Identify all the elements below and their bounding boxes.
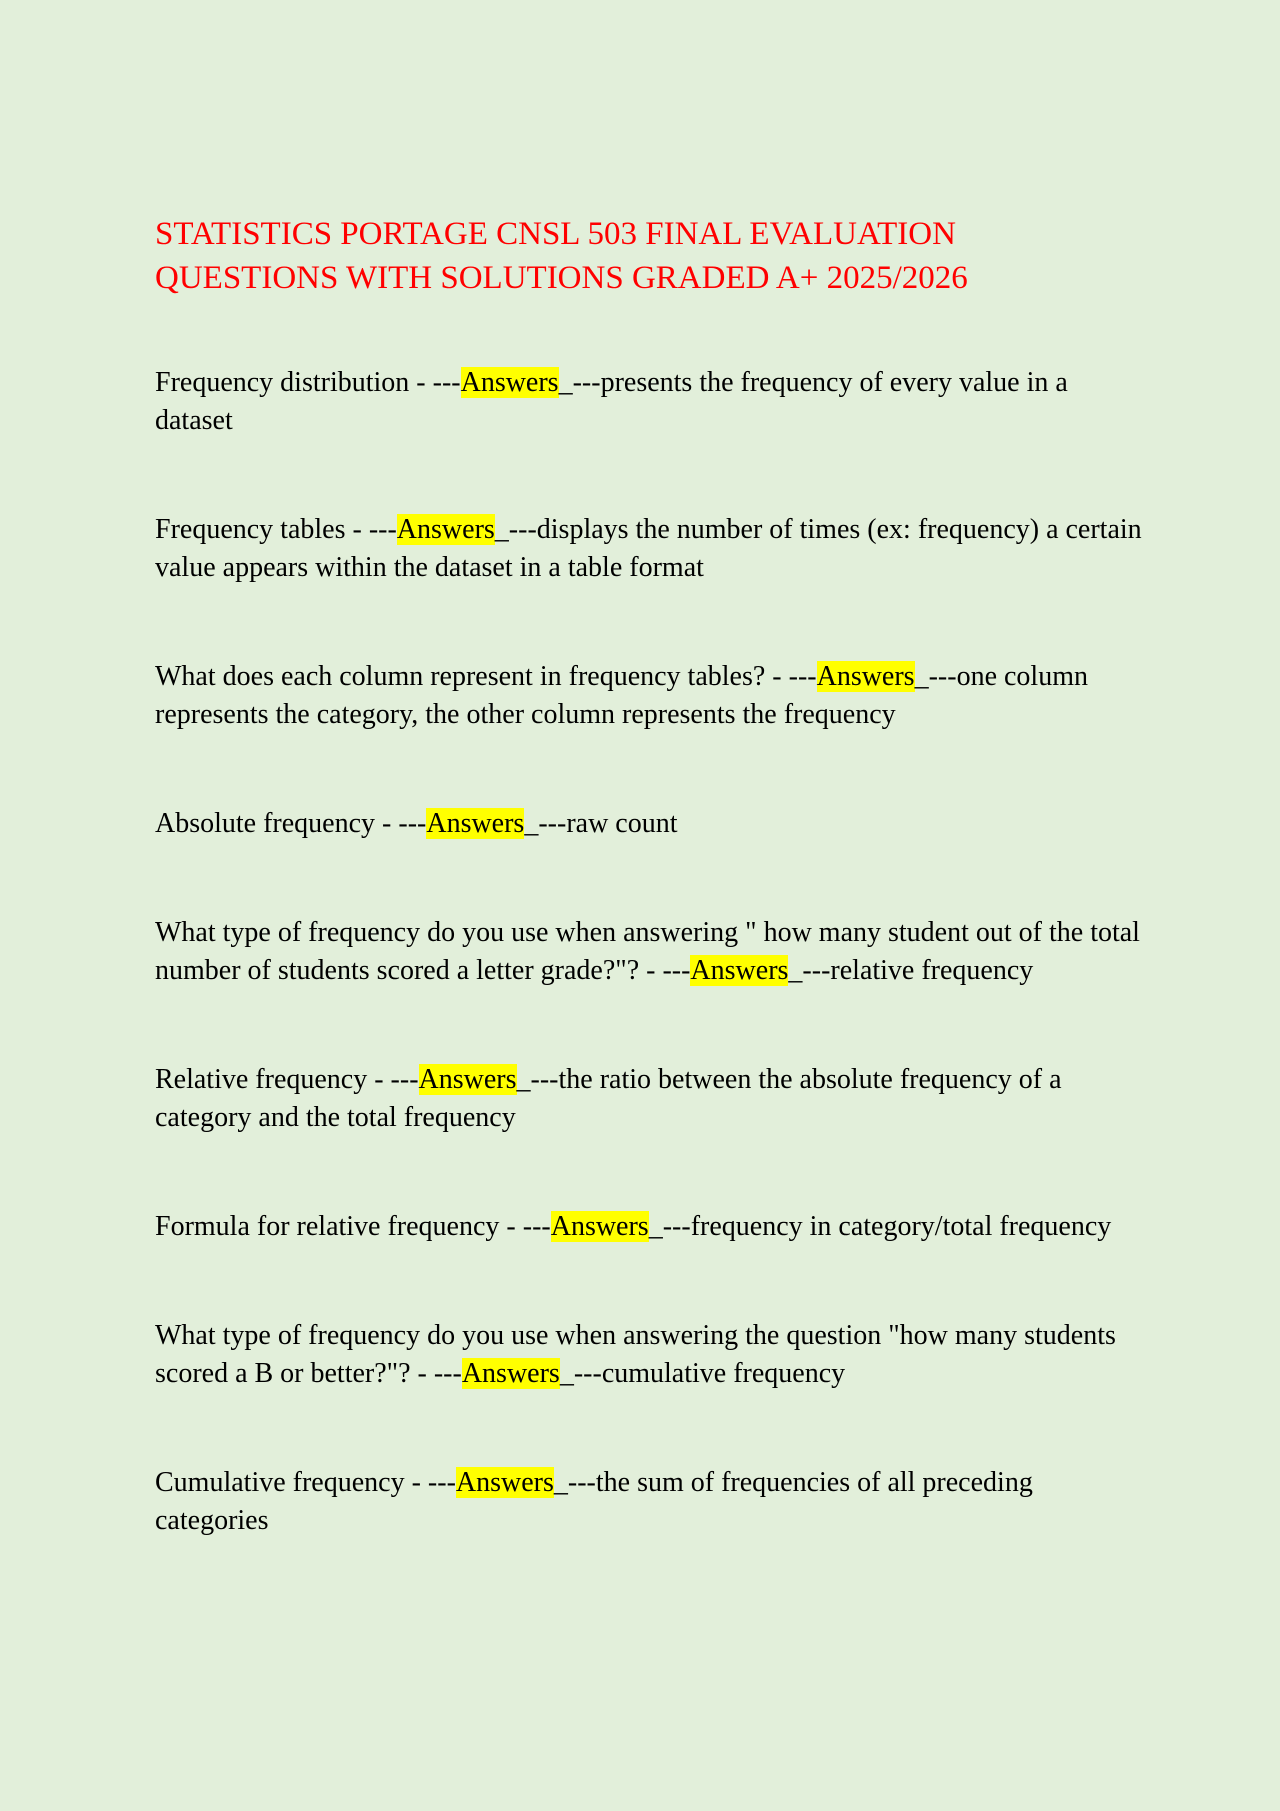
question-text: What does each column represent in frequency tables?: [155, 661, 766, 692]
qa-item: [155, 1061, 1150, 1137]
separator-after: _---: [914, 661, 957, 692]
qa-item: [155, 805, 1150, 843]
question-text: Frequency distribution: [155, 367, 410, 398]
question-text: Cumulative frequency: [155, 1467, 405, 1498]
answer-text: relative frequency: [830, 955, 1034, 986]
answer-text: the sum of frequencies of all preceding categories: [155, 1467, 1033, 1536]
separator-after: _---: [516, 1064, 559, 1095]
title-line-2: QUESTIONS WITH SOLUTIONS GRADED A+ 2025/2026: [155, 260, 968, 296]
separator-before: - ---: [409, 367, 461, 398]
separator-after: _---: [558, 367, 601, 398]
separator-before: - ---: [404, 1467, 456, 1498]
separator-after: _---: [559, 1358, 602, 1389]
answers-highlight: Answers: [396, 514, 495, 545]
separator-before: - ---: [345, 514, 397, 545]
answers-highlight: Answers: [461, 1358, 560, 1389]
title-line-1: STATISTICS PORTAGE CNSL 503 FINAL EVALUATION: [155, 216, 956, 252]
separator-before: - ---: [639, 955, 691, 986]
answers-highlight: Answers: [460, 367, 559, 398]
answer-text: raw count: [566, 808, 678, 839]
qa-item: [155, 511, 1150, 587]
separator-before: - ---: [765, 661, 817, 692]
answers-highlight: Answers: [418, 1064, 517, 1095]
answers-highlight: Answers: [816, 661, 915, 692]
separator-before: - ---: [367, 1064, 419, 1095]
question-text: Relative frequency: [155, 1064, 368, 1095]
separator-after: _---: [553, 1467, 596, 1498]
separator-before: - ---: [410, 1358, 462, 1389]
qa-item: [155, 364, 1150, 440]
qa-item: [155, 658, 1150, 734]
separator-before: - ---: [375, 808, 427, 839]
answers-highlight: Answers: [426, 808, 525, 839]
answer-text: presents the frequency of every value in a dataset: [155, 367, 1068, 436]
answers-highlight: Answers: [690, 955, 789, 986]
question-text: Absolute frequency: [155, 808, 376, 839]
answer-text: displays the number of times (ex: frequency) a certain value appears within the dataset in a table format: [155, 514, 1142, 583]
question-text: Frequency tables: [155, 514, 346, 545]
answer-text: the ratio between the absolute frequency of a category and the total frequency: [155, 1064, 1062, 1133]
question-text: What type of frequency do you use when answering the question "how many students scored a B or better?"?: [155, 1320, 1116, 1389]
qa-item: [155, 1208, 1150, 1246]
answer-text: cumulative frequency: [601, 1358, 846, 1389]
answer-text: one column represents the category, the other column represents the frequency: [155, 661, 1088, 730]
answers-highlight: Answers: [455, 1467, 554, 1498]
question-text: Formula for relative frequency: [155, 1211, 500, 1242]
separator-after: _---: [648, 1211, 691, 1242]
qa-item: [155, 914, 1150, 990]
document-title: [155, 212, 1150, 300]
separator-after: _---: [494, 514, 537, 545]
answers-highlight: Answers: [550, 1211, 649, 1242]
separator-after: _---: [524, 808, 567, 839]
qa-item: [155, 1317, 1150, 1393]
separator-after: _---: [788, 955, 831, 986]
qa-list: [155, 364, 1150, 1540]
answer-text: frequency in category/total frequency: [690, 1211, 1112, 1242]
qa-item: [155, 1464, 1150, 1540]
separator-before: - ---: [499, 1211, 551, 1242]
question-text: What type of frequency do you use when answering " how many student out of the total number of students scored a letter grade?"?: [155, 917, 1140, 986]
